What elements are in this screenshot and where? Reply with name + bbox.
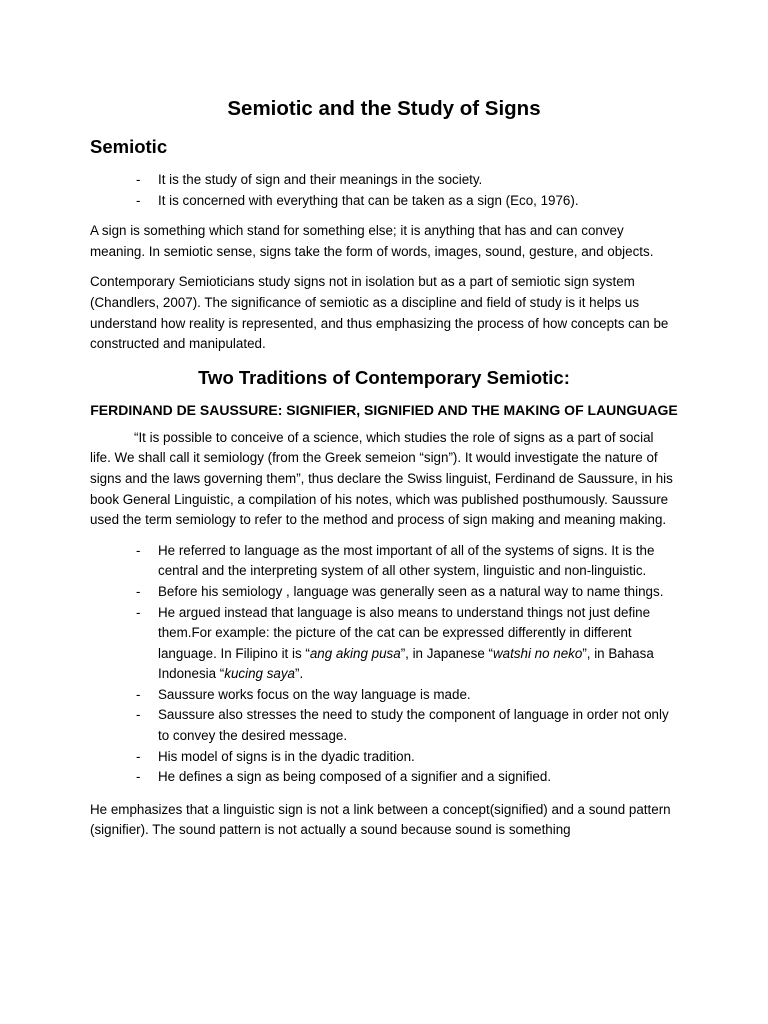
saussure-bullet-list [90, 541, 678, 788]
example-text-end: ”. [294, 666, 304, 682]
paragraph-saussure-quote: “It is possible to conceive of a science, which studies the role of signs as a part of social life. We shall call it semiology (from the Greek semeion “sign”). It would investigate the nature of signs and the laws governing them”, thus declare the Swiss linguist, Ferdinand de Saussure, in his book General Linguistic, a compilation of his notes, which was published posthumously. Saussure used the term semiology to refer to the method and process of sign making and meaning making. [90, 429, 673, 528]
document-body [90, 94, 678, 851]
list-item: - It is concerned with everything that can be taken as a sign (Eco, 1976). [90, 191, 678, 212]
paragraph-linguistic-sign: He emphasizes that a linguistic sign is not a link between a concept(signified) and a sound pattern (signifier). The sound pattern is not actually a sound because sound is something [90, 801, 671, 838]
list-item: - Saussure also stresses the need to study the component of language in order not only to convey the desired message. [90, 705, 678, 746]
list-item: - He referred to language as the most important of all of the systems of signs. It is the central and the interpreting system of all other system, linguistic and non-linguistic. [90, 541, 678, 582]
section-heading-semiotic: Semiotic [90, 136, 168, 157]
example-text-joiner: ”, in Bahasa Indonesia “ [158, 645, 654, 682]
example-indonesian: kucing saya [224, 666, 295, 682]
example-japanese: watshi no neko [492, 645, 583, 661]
section-heading-two-traditions: Two Traditions of Contemporary Semiotic: [198, 366, 570, 388]
paragraph-sign-definition: A sign is something which stand for something else; it is anything that has and can convey meaning. In semiotic sense, signs take the form of words, images, sound, gesture, and objects. [90, 223, 654, 259]
list-item: - Saussure works focus on the way language is made. [90, 685, 678, 706]
subheading-saussure: FERDINAND DE SAUSSURE: SIGNIFIER, SIGNIFIED AND THE MAKING OF LAUNGUAGE [90, 401, 678, 418]
list-item-examples [90, 603, 678, 685]
example-text-joiner: ”, in Japanese “ [400, 645, 493, 661]
paragraph-contemporary-semioticians: Contemporary Semioticians study signs not in isolation but as a part of semiotic sign system (Chandlers, 2007). The significance of semiotic as a discipline and field of study is it helps us understand how reality is represented, and thus emphasizing the process of how concepts can be constructed and manipulated. [90, 274, 669, 352]
document-title: Semiotic and the Study of Signs [227, 97, 541, 120]
list-item: - He defines a sign as being composed of a signifier and a signified. [90, 767, 678, 788]
list-item: - His model of signs is in the dyadic tradition. [90, 747, 678, 768]
semiotic-bullet-list [90, 170, 678, 211]
example-filipino: ang aking pusa [309, 645, 401, 661]
list-item: - Before his semiology , language was generally seen as a natural way to name things. [90, 582, 678, 603]
list-item: - It is the study of sign and their meanings in the society. [90, 170, 678, 191]
example-text-intro: He argued instead that language is also means to understand things not just define them.For example: the picture of the cat can be expressed differently in different language. In Filipino it is “ [158, 604, 651, 661]
